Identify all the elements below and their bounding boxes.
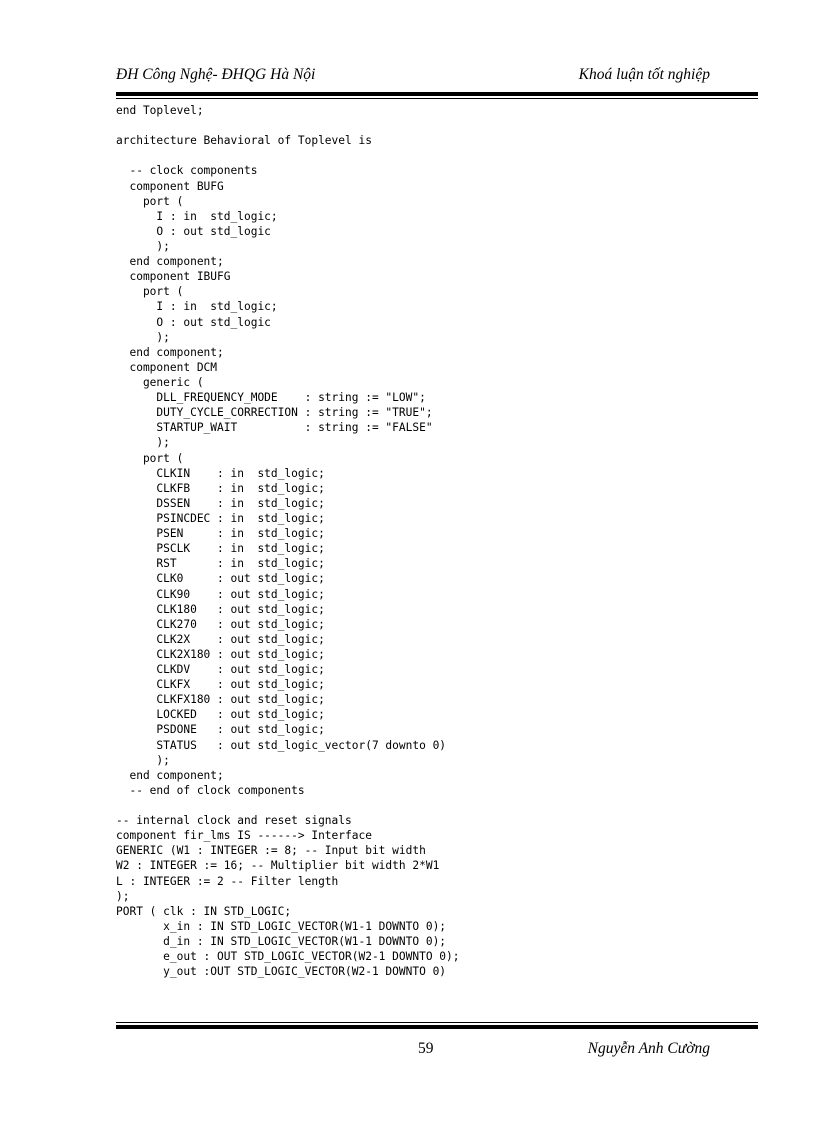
- code-line: CLKFX180 : out std_logic;: [116, 693, 325, 707]
- code-line: end component;: [116, 768, 224, 782]
- code-line: );: [116, 889, 130, 903]
- code-line: PSEN : in std_logic;: [116, 527, 325, 541]
- code-line: );: [116, 239, 170, 253]
- code-line: PSDONE : out std_logic;: [116, 723, 325, 737]
- footer-rule-thick: [116, 1025, 758, 1029]
- code-line: component DCM: [116, 360, 218, 374]
- code-line: STARTUP_WAIT : string := "FALSE": [116, 421, 433, 435]
- code-line: [116, 798, 756, 813]
- code-line: PSINCDEC : in std_logic;: [116, 511, 325, 525]
- code-line: CLK90 : out std_logic;: [116, 587, 325, 601]
- code-line: I : in std_logic;: [116, 209, 278, 223]
- code-line: port (: [116, 285, 184, 299]
- header-institution: ĐH Công Nghệ- ĐHQG Hà Nội: [116, 66, 316, 83]
- code-line: DUTY_CYCLE_CORRECTION : string := "TRUE";: [116, 406, 433, 420]
- code-line: PORT ( clk : IN STD_LOGIC;: [116, 904, 292, 918]
- code-line: y_out :OUT STD_LOGIC_VECTOR(W2-1 DOWNTO 0): [116, 965, 447, 979]
- code-line: -- end of clock components: [116, 783, 305, 797]
- page-footer: [116, 1040, 758, 1062]
- page-header: [116, 66, 758, 88]
- vhdl-code-listing: [116, 103, 756, 979]
- code-line: x_in : IN STD_LOGIC_VECTOR(W1-1 DOWNTO 0);: [116, 919, 447, 933]
- code-line: GENERIC (W1 : INTEGER := 8; -- Input bit width: [116, 844, 426, 858]
- code-line: architecture Behavioral of Toplevel is: [116, 134, 372, 148]
- code-line: DLL_FREQUENCY_MODE : string := "LOW";: [116, 391, 426, 405]
- footer-rule-thin: [116, 1022, 758, 1023]
- code-line: CLK180 : out std_logic;: [116, 602, 325, 616]
- code-line: CLK270 : out std_logic;: [116, 617, 325, 631]
- code-line: PSCLK : in std_logic;: [116, 542, 325, 556]
- code-line: CLKFB : in std_logic;: [116, 481, 325, 495]
- code-line: d_in : IN STD_LOGIC_VECTOR(W1-1 DOWNTO 0);: [116, 935, 447, 949]
- code-line: end Toplevel;: [116, 104, 204, 117]
- code-line: L : INTEGER := 2 -- Filter length: [116, 874, 339, 888]
- header-rule-thick: [116, 92, 758, 96]
- code-line: e_out : OUT STD_LOGIC_VECTOR(W2-1 DOWNTO 0);: [116, 950, 460, 964]
- code-line: CLKDV : out std_logic;: [116, 663, 325, 677]
- header-document-type: Khoá luận tốt nghiệp: [578, 66, 710, 83]
- code-line: STATUS : out std_logic_vector(7 downto 0): [116, 738, 447, 752]
- code-line: CLKFX : out std_logic;: [116, 678, 325, 692]
- code-line: -- internal clock and reset signals: [116, 814, 352, 828]
- code-line: component IBUFG: [116, 270, 231, 284]
- code-line: CLK2X180 : out std_logic;: [116, 647, 325, 661]
- code-line: end component;: [116, 345, 224, 359]
- code-line: component BUFG: [116, 179, 224, 193]
- code-line: O : out std_logic: [116, 224, 271, 238]
- code-line: [116, 118, 756, 133]
- code-line: RST : in std_logic;: [116, 557, 325, 571]
- code-line: component fir_lms IS ------> Interface: [116, 829, 372, 843]
- code-line: CLK0 : out std_logic;: [116, 572, 325, 586]
- code-line: LOCKED : out std_logic;: [116, 708, 325, 722]
- code-line: O : out std_logic: [116, 315, 271, 329]
- code-line: );: [116, 436, 170, 450]
- code-line: -- clock components: [116, 164, 258, 178]
- code-line: end component;: [116, 255, 224, 269]
- footer-author: Nguyễn Anh Cường: [587, 1040, 710, 1057]
- code-line: [116, 148, 756, 163]
- code-line: );: [116, 330, 170, 344]
- code-line: I : in std_logic;: [116, 300, 278, 314]
- header-rule-thin: [116, 98, 758, 99]
- code-line: );: [116, 753, 170, 767]
- code-line: port (: [116, 194, 184, 208]
- code-line: generic (: [116, 375, 204, 389]
- code-line: port (: [116, 451, 184, 465]
- code-line: DSSEN : in std_logic;: [116, 496, 325, 510]
- code-line: CLK2X : out std_logic;: [116, 632, 325, 646]
- page-number: 59: [418, 1040, 434, 1057]
- code-line: W2 : INTEGER := 16; -- Multiplier bit width 2*W1: [116, 859, 440, 873]
- code-line: CLKIN : in std_logic;: [116, 466, 325, 480]
